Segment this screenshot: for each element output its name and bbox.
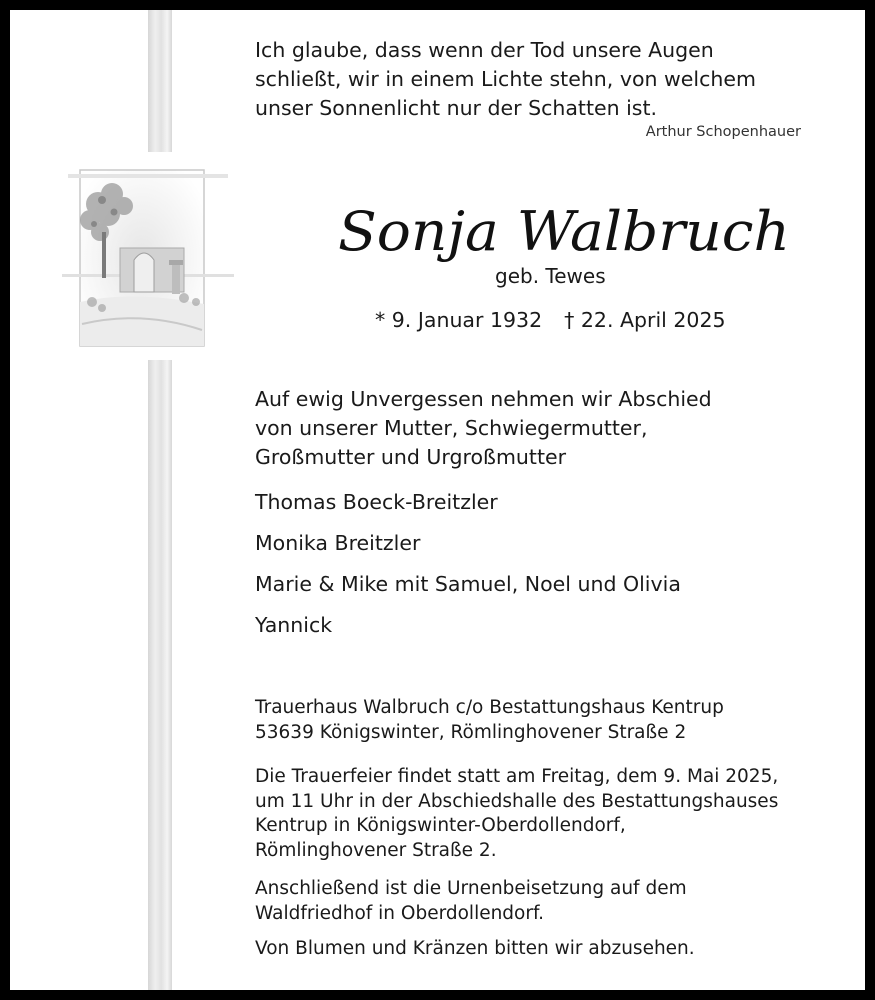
farewell-line: Großmutter und Urgroßmutter	[255, 445, 567, 469]
mourner: Monika Breitzler	[255, 531, 421, 555]
deceased-name: Sonja Walbruch	[338, 200, 790, 263]
quote-line: schließt, wir in einem Lichte stehn, von welchem	[255, 67, 756, 91]
ceremony-line: Die Trauerfeier findet statt am Freitag, dem 9. Mai 2025,	[255, 766, 779, 787]
urn-burial-info	[255, 877, 687, 926]
address-line: Trauerhaus Walbruch c/o Bestattungshaus Kentrup	[255, 697, 724, 718]
burial-line: Waldfriedhof in Oberdollendorf.	[255, 902, 545, 924]
mourner: Yannick	[255, 613, 333, 637]
ceremony-line: Römlinghovener Straße 2.	[255, 839, 497, 861]
garden-sketch-image	[62, 152, 234, 360]
obituary-notice	[10, 10, 865, 990]
burial-line: Anschließend ist die Urnenbeisetzung auf dem	[255, 878, 687, 899]
quote-line: Ich glaube, dass wenn der Tod unsere Augen	[255, 38, 714, 62]
farewell-line: von unserer Mutter, Schwiegermutter,	[255, 416, 648, 440]
quote-author: Arthur Schopenhauer	[645, 124, 801, 140]
decorative-strip-top	[148, 10, 172, 152]
mourning-house-address	[255, 696, 724, 745]
farewell-text	[255, 385, 712, 472]
flowers-note	[255, 937, 695, 962]
birth-date: * 9. Januar 1932	[375, 308, 543, 332]
decorative-strip-bottom	[148, 360, 172, 990]
quote-text	[255, 36, 756, 123]
mourner: Thomas Boeck-Breitzler	[255, 490, 498, 514]
maiden-name: geb. Tewes	[495, 264, 606, 288]
mourner: Marie & Mike mit Samuel, Noel und Olivia	[255, 572, 681, 596]
death-date: † 22. April 2025	[564, 308, 726, 332]
ceremony-line: um 11 Uhr in der Abschiedshalle des Bestattungshauses	[255, 790, 779, 812]
address-line: 53639 Königswinter, Römlinghovener Straße 2	[255, 721, 687, 743]
ceremony-line: Kentrup in Königswinter-Oberdollendorf,	[255, 815, 626, 836]
farewell-line: Auf ewig Unvergessen nehmen wir Abschied	[255, 387, 712, 411]
life-dates	[375, 308, 726, 332]
quote-line: unser Sonnenlicht nur der Schatten ist.	[255, 96, 658, 120]
funeral-ceremony-info	[255, 765, 778, 863]
flowers-note-text: Von Blumen und Kränzen bitten wir abzusehen.	[255, 938, 695, 959]
